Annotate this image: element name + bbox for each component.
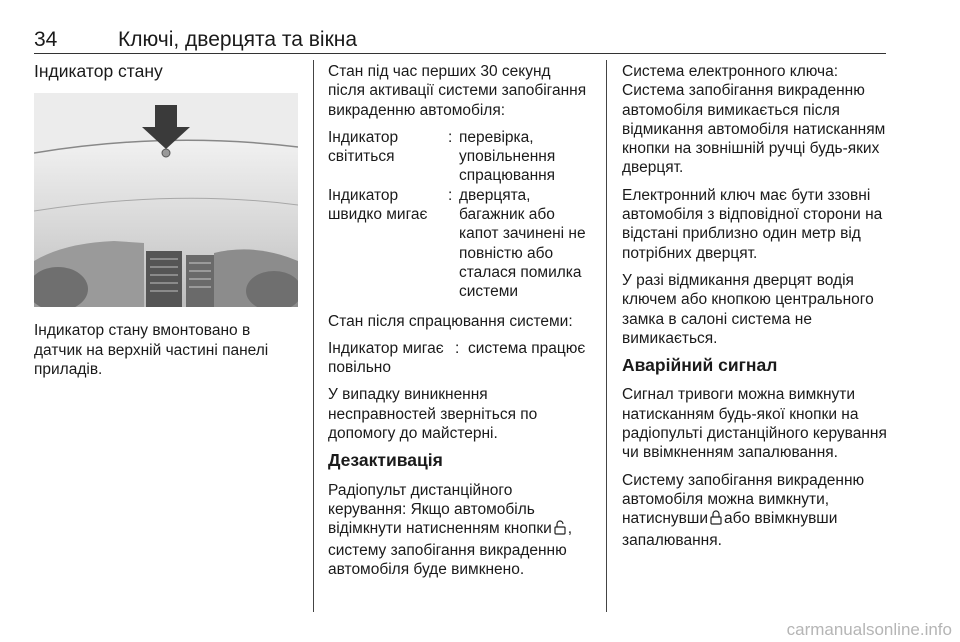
header-rule (34, 53, 886, 54)
status-label: Індикатор світиться (328, 128, 399, 166)
alarm-off-text: Сигнал тривоги можна вимкнути натисканням будь-якої кнопки на радіопульті дистанційного керування чи ввімкненням запалювання. (622, 386, 887, 462)
page-number: 34 (34, 28, 58, 51)
status-row-fast (328, 186, 590, 302)
dashboard-sensor-figure (34, 93, 298, 307)
status-row-slow (328, 339, 590, 377)
status-label-line2: повільно (328, 359, 391, 377)
deactivation-text-part1: Радіопульт дистанційного керування: Якщо автомобіль відімкнути натисненням кнопки (328, 481, 552, 538)
alarm-disable-part1: Систему запобігання викраденню автомобіля можна вимкнути, натиснувши (622, 471, 865, 528)
section-title-deactivation: Дезактивація (328, 450, 443, 471)
status-value: перевірка, уповільнення спрацювання (459, 128, 556, 185)
key-distance-text: Електронний ключ має бути ззовні автомобіля з відповідної сторони на відстані приблизно один метр від потрібних дверцят. (622, 186, 883, 262)
unlock-icon (554, 520, 566, 540)
status-colon: : (448, 186, 453, 204)
watermark: carmanualsonline.info (786, 620, 952, 639)
status-value: дверцята, багажник або капот зачинені не повністю або сталася помилка системи (459, 186, 586, 301)
fault-text: У випадку виникнення несправностей зверніться по допомогу до майстерні. (328, 386, 538, 443)
status-value: система працює (468, 340, 586, 358)
chapter-title: Ключі, дверцята та вікна (118, 28, 358, 51)
after-activation-label: Стан після спрацювання системи: (328, 312, 573, 330)
status-colon: : (455, 340, 460, 358)
section-title-status-indicator: Індикатор стану (34, 61, 163, 81)
status-row-on (328, 128, 590, 186)
intro-text: Стан під час перших 30 секунд після активації системи запобігання викраденню автомобіля: (328, 63, 587, 119)
section-title-alarm: Аварійний сигнал (622, 355, 778, 376)
column-divider (606, 60, 607, 612)
alarm-disable-part2: або ввімкнувши запалювання. (622, 510, 838, 549)
driver-door-text: У разі відмикання дверцят водія ключем або кнопкою центрального замка в салоні система не вимикається. (622, 271, 874, 347)
column-3 (622, 62, 888, 558)
status-label-line1: Індикатор мигає (328, 340, 444, 358)
alarm-disable-text (622, 471, 888, 550)
page-header (34, 28, 886, 54)
electronic-key-text: Система електронного ключа: Система запобігання викраденню автомобіля вимикається після відмикання автомобіля натисканням кнопки на зовнішній ручці будь-яких дверцят. (622, 63, 886, 177)
column-1 (34, 62, 300, 387)
deactivation-text (328, 481, 590, 579)
deactivation-text-part2: , систему запобігання викраденню автомобіля буде вимкнено. (328, 520, 573, 578)
status-colon: : (448, 128, 453, 146)
status-label: Індикатор швидко мигає (328, 186, 428, 224)
figure-caption: Індикатор стану вмонтовано в датчик на верхній частині панелі приладів. (34, 322, 269, 378)
column-divider (313, 60, 314, 612)
column-2 (328, 62, 590, 587)
lock-icon (710, 510, 722, 530)
